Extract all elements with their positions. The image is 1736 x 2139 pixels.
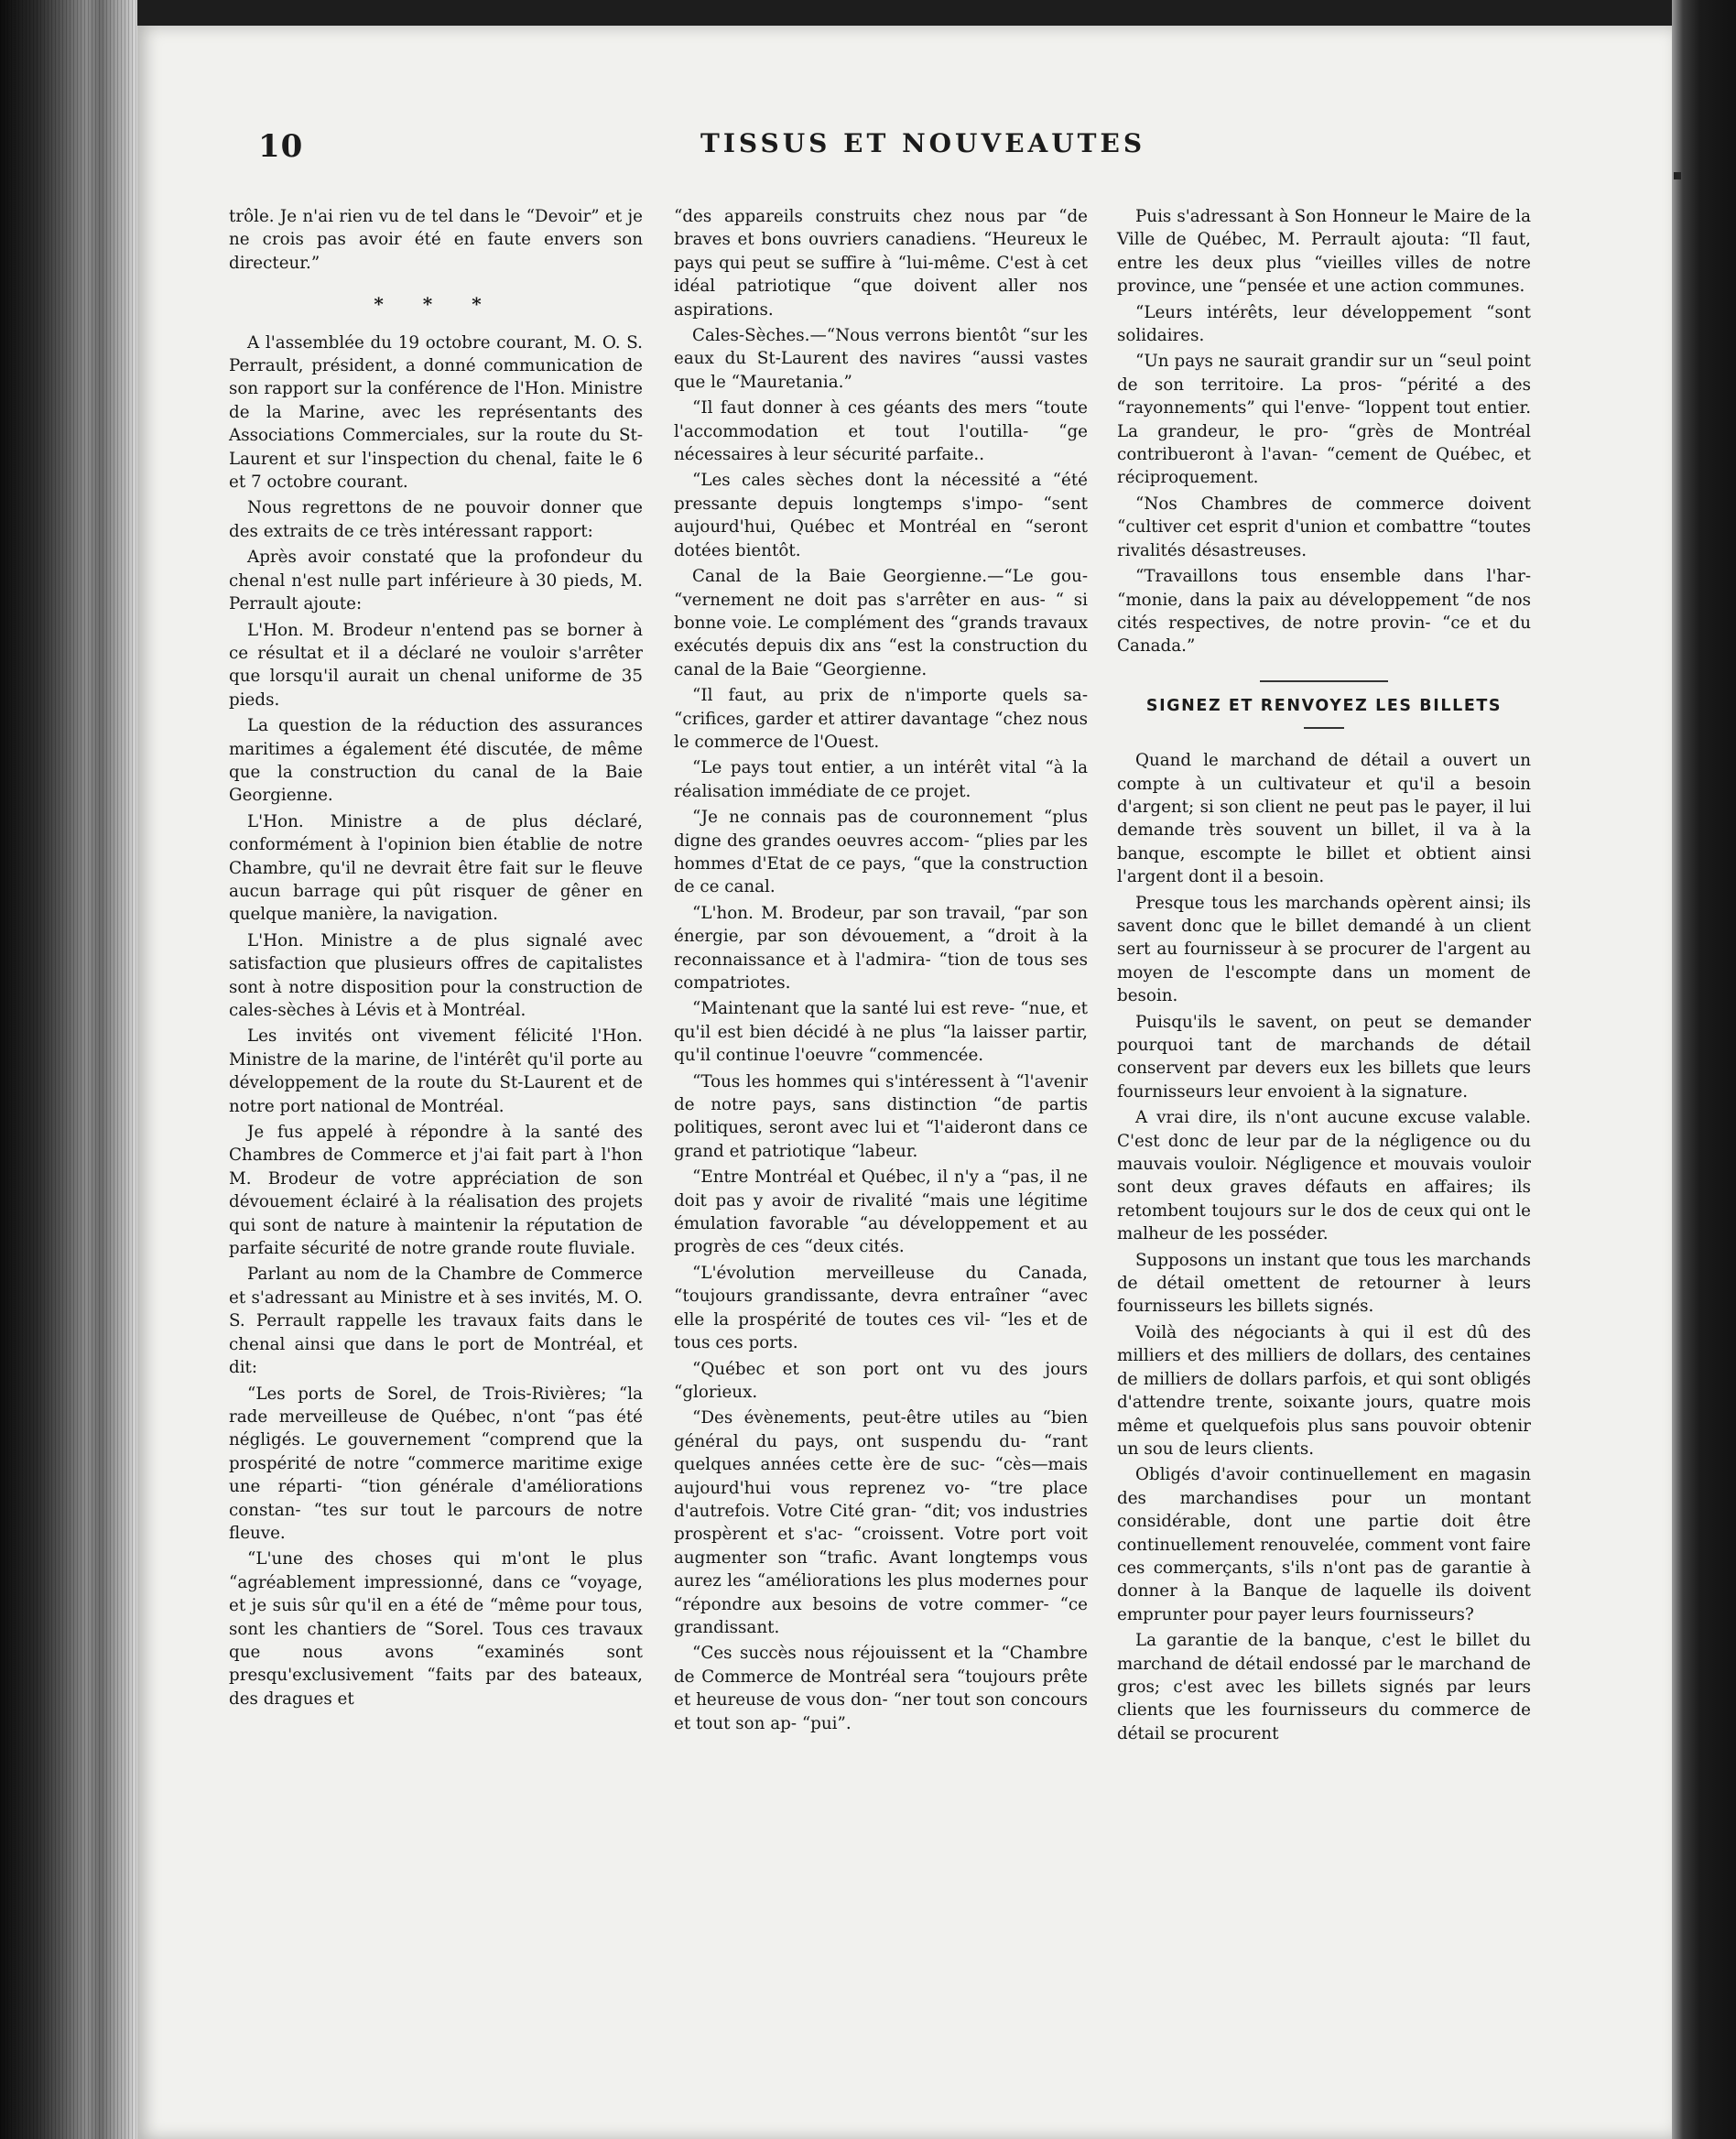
paragraph: Puis s'adressant à Son Honneur le Maire de la Ville de Québec, M. Perrault ajouta: “Il faut, entre les deux plus “vieilles villes de notre province, une “pensée et une action communes. [1117, 207, 1531, 297]
quoted-paragraph: “Ces succès nous réjouissent et la “Chambre de Commerce de Montréal sera “toujours prête et heureuse de vous don- “ner tout son concours et tout son ap- “pui”. [674, 1644, 1088, 1733]
paragraph: Nous regrettons de ne pouvoir donner que des extraits de ce très intéressant rapport: [229, 498, 643, 541]
quoted-paragraph: “Leurs intérêts, leur développement “sont solidaires. [1117, 302, 1531, 346]
section-heading: SIGNEZ ET RENVOYEZ LES BILLETS [1145, 696, 1503, 715]
paragraph: L'Hon. Ministre a de plus signalé avec satisfaction que plusieurs offres de capitalistes sont à notre disposition pour la construction de cales-sèches à Lévis et à Montréal. [229, 930, 643, 1020]
paragraph: Supposons un instant que tous les marchands de détail omettent de retourner à leurs fournisseurs les billets signés. [1117, 1250, 1531, 1317]
paragraph: Parlant au nom de la Chambre de Commerce et s'adressant au Ministre et à ses invités, M. O. S. Perrault rappelle les travaux faits dans le chenal ainsi que dans le port de Montréal, et dit: [229, 1265, 643, 1378]
page-number: 10 [258, 128, 304, 165]
column-2 [674, 205, 1088, 1738]
paragraph: Canal de la Baie Georgienne.—“Le gou- “vernement ne doit pas s'arrêter en aus- “ si bonne voie. Le complément des “grands travaux exécutés depuis dix ans “est la construction du canal de la Baie “Georgienne. [674, 567, 1088, 679]
section-separator-stars: * * * [374, 293, 498, 316]
quoted-paragraph: “Nos Chambres de commerce doivent “cultiver cet esprit d'union et combattre “toutes rivalités désastreuses. [1117, 494, 1531, 560]
paragraph: L'Hon. Ministre a de plus déclaré, conformément à l'opinion bien établie de notre Chambre, qu'il ne devrait être fait sur le fleuve aucun barrage qui pût risquer de gêner en quelque manière, la navigation. [229, 811, 643, 925]
paragraph: Les invités ont vivement félicité l'Hon. Ministre de la marine, de l'intérêt qu'il porte au développement de la route du St-Laurent et de notre port national de Montréal. [229, 1026, 643, 1116]
quoted-paragraph: “Maintenant que la santé lui est reve- “nue, et qu'il est bien décidé à ne plus “la laisser partir, qu'il continue l'oeuvre “commencée. [674, 999, 1088, 1066]
quoted-paragraph: “Il faut, au prix de n'importe quels sa- “crifices, garder et attirer davantage “chez nous le commerce de l'Ouest. [674, 686, 1088, 752]
quoted-paragraph: “Entre Montréal et Québec, il n'y a “pas, il ne doit pas y avoir de rivalité “mais une légitime émulation favorable “au développement et au progrès de ces “deux cités. [674, 1167, 1088, 1257]
quoted-paragraph: “Les cales sèches dont la nécessité a “été pressante depuis longtemps s'impo- “sent aujourd'hui, Québec et Montréal en “seront dotées bientôt. [674, 471, 1088, 560]
section-rule-bottom [1304, 727, 1344, 729]
quoted-paragraph: “Un pays ne saurait grandir sur un “seul point de son territoire. La pros- “périté a des “rayonnements” qui l'enve- “loppent tout entier. La grandeur, le pro- “grès de Montréal contribueront à l'avan- “cement de Québec, et réciproquement. [1117, 352, 1531, 488]
paragraph: Voilà des négociants à qui il est dû des milliers et des milliers de dollars, des centaines de milliers de dollars parfois, et qui sont obligés d'attendre trente, soixante jours, quatre mois même et quelquefois plus sans pouvoir obtenir un sou de leurs clients. [1117, 1322, 1531, 1459]
margin-mark [1674, 172, 1681, 179]
running-header-title: TISSUS ET NOUVEAUTES [700, 128, 1146, 158]
paragraph: L'Hon. M. Brodeur n'entend pas se borner à ce résultat et il a déclaré ne vouloir s'arrêter que lorsqu'il aurait un chenal uniforme de 35 pieds. [229, 620, 643, 710]
quoted-paragraph: “Il faut donner à ces géants des mers “toute l'accommodation et tout l'outilla- “ge nécessaires à leur sécurité parfaite.. [674, 398, 1088, 465]
paragraph: La question de la réduction des assurances maritimes a également été discutée, de même que la construction du canal de la Baie Georgienne. [229, 716, 643, 806]
column-1 [229, 205, 643, 1713]
quoted-paragraph: “Je ne connais pas de couronnement “plus digne des grandes oeuvres accom- “plies par les hommes d'Etat de ce pays, “que la construction de ce canal. [674, 808, 1088, 897]
paragraph: La garantie de la banque, c'est le billet du marchand de détail endossé par le marchand de gros; c'est avec les billets signés par leurs clients que les fournisseurs du commerce de détail se procurent [1117, 1631, 1531, 1743]
paragraph: Je fus appelé à répondre à la santé des Chambres de Commerce et j'ai fait part à l'hon M. Brodeur de votre appréciation de son dévouement éclairé à la réalisation des projets qui sont de nature à maintenir la réputation de parfaite sécurité de notre grande route fluviale. [229, 1123, 643, 1259]
quoted-paragraph: “L'une des choses qui m'ont le plus “agréablement impressionné, dans ce “voyage, et je suis sûr qu'il en a été de “même pour tous, sont les chantiers de “Sorel. Tous ces travaux que nous avons “examinés sont presqu'exclusivement “faits par des bateaux, des dragues et [229, 1549, 643, 1709]
paragraph: Obligés d'avoir continuellement en magasin des marchandises pour un montant considérable, dont une partie doit être continuellement renouvelée, comment vont faire ces commerçants, s'ils n'ont pas de garantie à donner à la Banque de laquelle ils doivent emprunter pour payer leurs fournisseurs? [1117, 1465, 1531, 1624]
quoted-paragraph: “Tous les hommes qui s'intéressent à “l'avenir de notre pays, sans distinction “de partis politiques, seront avec lui et “l'aideront dans ce grand et patriotique “labeur. [674, 1071, 1088, 1161]
dark-right-margin [1672, 0, 1736, 2139]
paragraph: Après avoir constaté que la profondeur du chenal n'est nulle part inférieure à 30 pieds, M. Perrault ajoute: [229, 548, 643, 614]
quoted-paragraph: “Québec et son port ont vu des jours “glorieux. [674, 1359, 1088, 1402]
column-3 [1117, 205, 1531, 1748]
paragraph: Presque tous les marchands opèrent ainsi; ils savent donc que le billet demandé à un client sert au fournisseur à se procurer de l'argent au moyen de l'escompte dans un moment de besoin. [1117, 893, 1531, 1006]
quoted-paragraph: “des appareils construits chez nous par “de braves et bons ouvriers canadiens. “Heureux le pays qui peut se suffire à “lui-même. C'est à cet idéal patriotique “que doivent aller nos aspirations. [674, 207, 1088, 320]
book-binding-edge [0, 0, 137, 2139]
quoted-paragraph: “Travaillons tous ensemble dans l'har- “monie, dans la paix au développement “de nos cités respectives, de notre provin- “ce et du Canada.” [1117, 567, 1531, 657]
quoted-paragraph: “L'hon. M. Brodeur, par son travail, “par son énergie, par son dévouement, a “droit à la reconnaissance et à l'admira- “tion de tous ses compatriotes. [674, 903, 1088, 993]
quoted-paragraph: “Les ports de Sorel, de Trois-Rivières; “la rade merveilleuse de Québec, n'ont “pas été négligés. Le gouvernement “comprend que la prospérité de notre “commerce maritime exige une réparti- “tion générale d'améliorations constan- “tes sur tout le parcours de notre fleuve. [229, 1384, 643, 1543]
paragraph: A l'assemblée du 19 octobre courant, M. O. S. Perrault, président, a donné communication de son rapport sur la conférence de l'Hon. Ministre de la Marine, avec les représentants des Associations Commerciales, sur la route du St-Laurent et sur l'inspection du chenal, faite le 6 et 7 octobre courant. [229, 332, 643, 493]
paragraph: trôle. Je n'ai rien vu de tel dans le “Devoir” et je ne crois pas avoir été en faute envers son directeur.” [229, 207, 643, 273]
quoted-paragraph: “Le pays tout entier, a un intérêt vital “à la réalisation immédiate de ce projet. [674, 758, 1088, 801]
paragraph: Puisqu'ils le savent, on peut se demander pourquoi tant de marchands de détail conservent par devers eux les billets que leurs fournisseurs leur envoient à la signature. [1117, 1012, 1531, 1102]
quoted-paragraph: “L'évolution merveilleuse du Canada, “toujours grandissante, devra entraîner “avec elle la prospérité de toutes ces vil- “les et de tous ces ports. [674, 1263, 1088, 1353]
magazine-page [137, 26, 1672, 2139]
paragraph: A vrai dire, ils n'ont aucune excuse valable. C'est donc de leur par de la négligence ou du mauvais vouloir. Négligence et mouvais vouloir sont deux graves défauts en affaires; ils retombent toujours sur le dos de ceux qui ont le malheur de les posséder. [1117, 1108, 1531, 1244]
paragraph: Quand le marchand de détail a ouvert un compte à un cultivateur et qu'il a besoin d'argent; si son client ne peut pas le payer, il lui demande très souvent un billet, il va à la banque, escompte le billet et obtient ainsi l'argent dont il a besoin. [1117, 751, 1531, 887]
paragraph: Cales-Sèches.—“Nous verrons bientôt “sur les eaux du St-Laurent des navires “aussi vastes que le “Mauretania.” [674, 326, 1088, 392]
section-rule-top [1260, 680, 1388, 682]
quoted-paragraph: “Des évènements, peut-être utiles au “bien général du pays, ont suspendu du- “rant quelques années cette ère de suc- “cès—mais aujourd'hui vous reprenez vo- “tre place d'autrefois. Votre Cité gran- “dit; vos industries prospèrent et s'ac- “croissent. Votre port voit augmenter son “trafic. Avant longtemps vous aurez les “améliorations les plus modernes pour “répondre aux besoins de votre commer- “ce grandissant. [674, 1408, 1088, 1637]
